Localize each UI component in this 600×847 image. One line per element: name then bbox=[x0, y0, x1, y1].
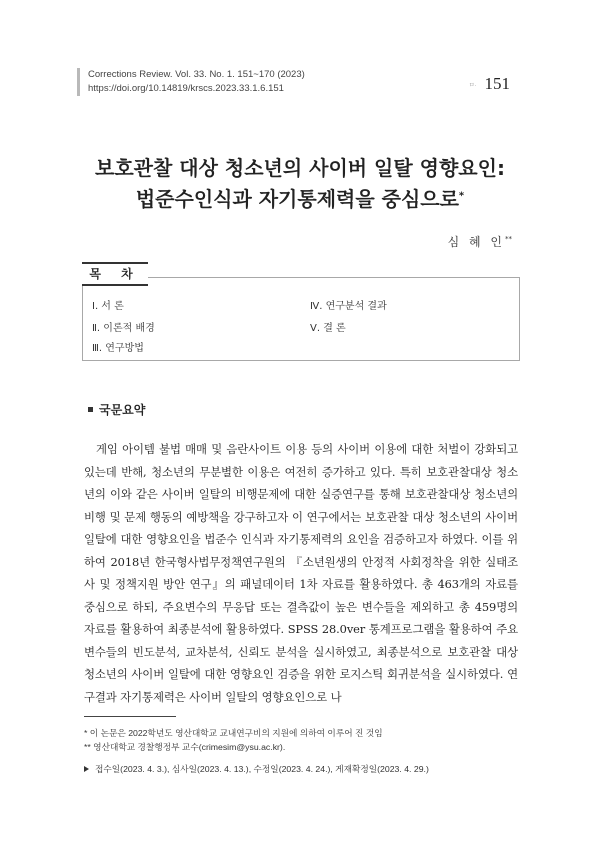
toc-item: Ⅳ. 연구분석 결과 bbox=[310, 301, 387, 312]
abstract-heading bbox=[88, 401, 145, 418]
title-line-2-text: 법준수인식과 자기통제력을 중심으로 bbox=[135, 187, 459, 211]
triangle-bullet-icon bbox=[84, 766, 89, 772]
doi-link[interactable]: https://doi.org/10.14819/krscs.2023.33.1.6.151 bbox=[88, 83, 284, 94]
title-line-2 bbox=[80, 183, 520, 212]
page-number: 151 bbox=[484, 74, 510, 93]
journal-header bbox=[77, 68, 388, 96]
footnote-author: ** 영산대학교 경찰행정부 교수(crimesim@ysu.ac.kr). bbox=[84, 742, 286, 752]
footnote-divider bbox=[84, 716, 176, 717]
toc-item: Ⅲ. 연구방법 bbox=[92, 343, 144, 354]
submission-dates-text: 접수일(2023. 4. 3.), 심사일(2023. 4. 13.), 수정일(2023. 4. 24.), 게재확정일(2023. 4. 29.) bbox=[95, 764, 429, 774]
toc-label: 목 차 bbox=[82, 262, 148, 286]
square-bullet-icon bbox=[88, 407, 93, 412]
author-name: 심 혜 인 bbox=[447, 235, 505, 249]
toc-item: Ⅴ. 결 론 bbox=[310, 323, 346, 334]
author-footnote-mark: ** bbox=[505, 235, 512, 243]
page-number-block bbox=[469, 74, 510, 94]
toc-item: Ⅱ. 이론적 배경 bbox=[92, 323, 155, 334]
page-marker: ㅁ· bbox=[468, 82, 477, 89]
footnote-funding: * 이 논문은 2022학년도 영산대학교 교내연구비의 지원에 의하여 이루어 진 것임 bbox=[84, 728, 383, 738]
journal-citation: Corrections Review. Vol. 33. No. 1. 151~170 (2023) bbox=[88, 69, 305, 80]
title-footnote-mark: * bbox=[458, 190, 465, 202]
submission-dates bbox=[84, 763, 429, 775]
title-line-1: 보호관찰 대상 청소년의 사이버 일탈 영향요인: bbox=[95, 156, 505, 180]
author bbox=[448, 233, 512, 250]
abstract-body: 게임 아이템 불법 매매 및 음란사이트 이용 등의 사이버 이용에 대한 처벌이 강화되고 있는데 반해, 청소년의 무분별한 이용은 여전히 증가하고 있다. 특히 보호관찰대상 청소년의 이와 같은 사이버 일탈의 비행문제에 대한 실증연구를 통해 보호관찰대상 청소년의 비행 및 문제 행동의 예방책을 강구하고자 이 연구에서는 보호관찰 대상 청소년의 사이버 일탈에 대한 영향요인을 법준수 인식과 자기통제력의 요인을 검증하고자 하였다. 이를 위하여 2018년 한국형사법무정책연구원의 『소년원생의 안정적 사회정착을 위한 실태조사 및 정책지원 방안 연구』의 패널데이터 1차 자료를 활용하였다. 총 463개의 자료를 중심으로 하되, 주요변수의 무응답 또는 결측값이 높은 변수들을 제외하고 총 459명의 자료를 활용하여 최종분석에 활용하였다. SPSS 28.0ver 통계프로그램을 활용하여 주요변수들의 빈도분석, 교차분석, 신뢰도 분석을 실시하였고, 최종분석으로 보호관찰 대상 청소년의 사이버 일탈에 대한 영향요인 검증을 위한 로지스틱 회귀분석을 실시하였다. 연구결과 자기통제력은 사이버 일탈의 영향요인으로 나 bbox=[84, 442, 518, 704]
abstract-heading-text: 국문요약 bbox=[99, 403, 146, 417]
toc-item: Ⅰ. 서 론 bbox=[92, 301, 124, 312]
